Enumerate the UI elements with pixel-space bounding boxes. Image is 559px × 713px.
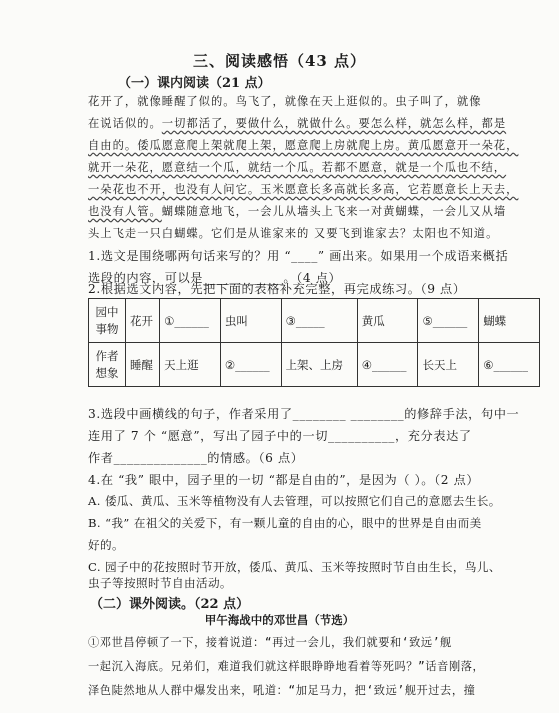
underlined-sentence: 一切都活了，要做什么，就做什么。要怎么样，就怎么样，都是 <box>161 117 507 130</box>
question-3-line-3: 作者______________的情感。（6 点） <box>88 451 304 465</box>
table-cell: 上架、上房 <box>281 343 357 387</box>
passage-line-1: 花开了，就像睡醒了似的。鸟飞了，就像在天上逛似的。虫子叫了，就像 <box>88 95 482 108</box>
passage-line-3: 自由的。倭瓜愿意爬上架就爬上架，愿意爬上房就爬上房。黄瓜愿意开一朵花， <box>88 139 519 152</box>
extract-line-3: 泽色陡然地从人群中爆发出来，吼道：“加足马力，把‘致远’舰开过去，撞 <box>88 684 476 697</box>
option-c-line-2: 虫子等按照时节自由活动。 <box>88 576 232 590</box>
table-cell-blank[interactable]: ③_____ <box>281 299 357 343</box>
question-3-line-2: 连用了 7 个 “愿意”，写出了园子中的一切__________，充分表达了 <box>88 429 472 443</box>
table-cell: 黄瓜 <box>357 299 418 343</box>
table-row-header-imagination: 作者 想象 <box>89 343 126 387</box>
passage-line-4: 就开一朵花，愿意结一个瓜，就结一个瓜。若都不愿意，就是一个瓜也不结， <box>88 161 507 174</box>
question-1-line-1: 1.选文是围绕哪两句话来写的？用 “____” 画出来。如果用一个成语来概括 <box>88 249 509 263</box>
section-title: 三、阅读感悟（43 点） <box>192 52 367 70</box>
table-cell-blank[interactable]: ⑥______ <box>479 343 540 387</box>
passage-line-7: 头上飞走一只白蝴蝶。它们是从谁家来的 又要飞到谁家去？太阳也不知道。 <box>88 227 499 240</box>
table-cell: 睡醒 <box>126 343 160 387</box>
table-cell: 虫叫 <box>220 299 281 343</box>
option-b-line-1[interactable]: B. “我” 在祖父的关爱下，有一颗儿童的自由的心，眼中的世界是自由而美 <box>88 516 482 530</box>
question-3-line-1: 3.选段中画横线的句子，作者采用了________ ________的修辞手法，句中一 <box>88 407 520 421</box>
part2-heading: （二）课外阅读。（22 点） <box>90 597 250 612</box>
passage-line-2: 在说话似的。一切都活了，要做什么，就做什么。要怎么样，就怎么样，都是 <box>88 117 507 130</box>
extract-line-2: 一起沉入海底。兄弟们，难道我们就这样眼睁睁地看着等死吗？”话音刚落， <box>88 660 485 673</box>
question-1-line-2: 选段的内容，可以是____________。（4 点） <box>88 271 342 285</box>
option-c-line-1[interactable]: C. 园子中的花按照时节开放，倭瓜、黄瓜、玉米等按照时节自由生长，鸟儿、 <box>88 560 501 574</box>
option-b-line-2: 好的。 <box>88 538 124 552</box>
table-cell: 长天上 <box>418 343 479 387</box>
question-2-text: 2.根据选文内容，先把下面的表格补充完整，再完成练习。（9 点） <box>88 282 466 296</box>
passage-line-6: 也没有人管。蝴蝶随意地飞，一会儿从墙头上飞来一对黄蝴蝶，一会儿又从墙 <box>88 205 507 218</box>
table-cell-blank[interactable]: ④______ <box>357 343 418 387</box>
question-4-stem: 4.在 “我” 眼中，园子里的一切 “都是自由的”，是因为（ ）。（2 点） <box>88 473 480 487</box>
option-a[interactable]: A. 倭瓜、黄瓜、玉米等植物没有人去管理，可以按照它们自己的意愿去生长。 <box>88 494 501 508</box>
table-cell: 天上逛 <box>160 343 221 387</box>
table-cell-blank[interactable]: ⑤______ <box>418 299 479 343</box>
extract-line-1: ①邓世昌停顿了一下，接着说道：“再过一会儿，我们就要和‘致远’舰 <box>88 636 452 649</box>
part1-heading: （一）课内阅读（21 点） <box>118 76 271 91</box>
answer-table <box>88 298 540 387</box>
table-cell-blank[interactable]: ①______ <box>160 299 221 343</box>
passage-line-5: 一朵花也不开，也没有人问它。玉米愿意长多高就长多高，它若愿意长上天去， <box>88 183 519 196</box>
table-cell: 蝴蝶 <box>479 299 540 343</box>
table-row-header-things: 园中 事物 <box>89 299 126 343</box>
table-cell-blank[interactable]: ②______ <box>220 343 281 387</box>
table-cell: 花开 <box>126 299 160 343</box>
extract-title: 甲午海战中的邓世昌（节选） <box>204 613 355 627</box>
